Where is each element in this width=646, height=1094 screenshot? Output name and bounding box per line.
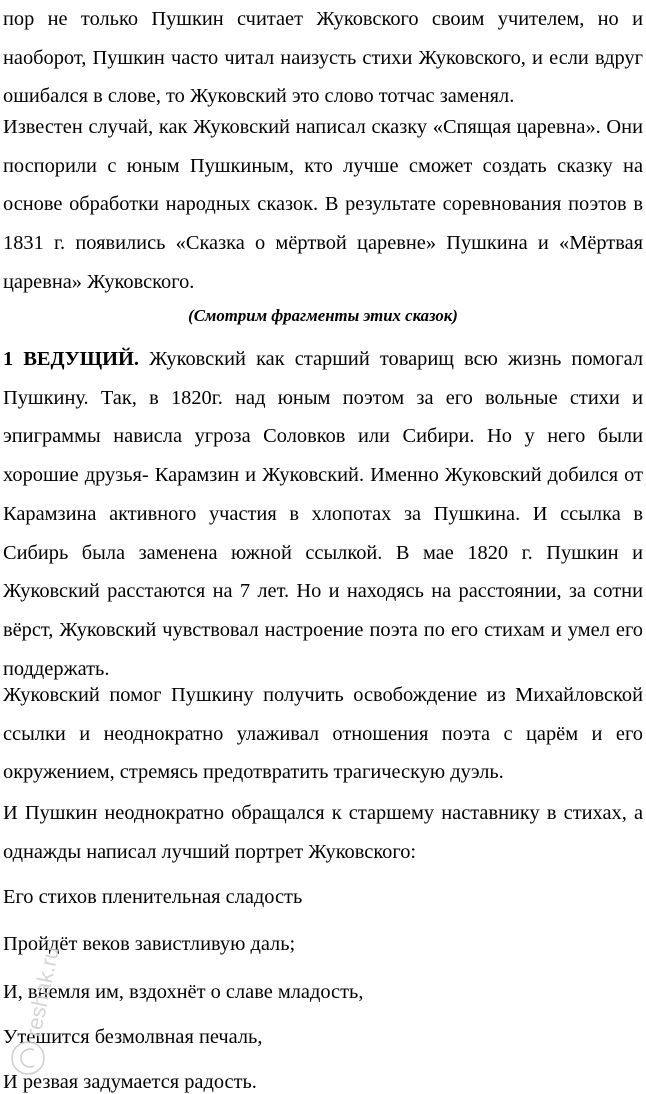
verse-line-3: И, внемля им, вздохнёт о славе младость, bbox=[3, 981, 364, 1003]
verse-line-4: Утешится безмолвная печаль, bbox=[3, 1026, 263, 1048]
watermark-logo bbox=[0, 938, 90, 1088]
paragraph-3 bbox=[3, 340, 643, 688]
verse-line-1: Его стихов пленительная сладость bbox=[3, 886, 303, 908]
paragraph-5: И Пушкин неоднократно обращался к старшему наставнику в стихах, а однажды написал лучший портрет Жуковского: bbox=[3, 802, 643, 863]
speaker-label: 1 ВЕДУЩИЙ. bbox=[3, 348, 139, 370]
verse-line-2: Пройдёт веков завистливую даль; bbox=[3, 933, 296, 955]
verse-line-5: И резвая задумается радость. bbox=[3, 1071, 257, 1093]
paragraph-1: пор не только Пушкин считает Жуковского своим учителем, но и наоборот, Пушкин часто читал наизусть стихи Жуковского, и если вдруг ошибался в слове, то Жуковский это слово тотчас заменял. bbox=[3, 8, 643, 108]
stage-note: (Смотрим фрагменты этих сказок) bbox=[188, 306, 458, 325]
watermark-text: reshak.ru bbox=[20, 944, 64, 1040]
paragraph-2: Известен случай, как Жуковский написал сказку «Спящая царевна». Они поспорили с юным Пушкиным, кто лучше сможет создать сказку на основе обработки народных сказок. В результате соревнования поэтов в 1831 г. появились «Сказка о мёртвой царевне» Пушкина и «Мёртвая царевна» Жуковского. bbox=[3, 116, 643, 293]
paragraph-3-text: Жуковский как старший товарищ всю жизнь помогал Пушкину. Так, в 1820г. над юным поэтом за его вольные стихи и эпиграммы нависла угроза Соловков или Сибири. Но у него были хорошие друзья- Карамзин и Жуковский. Именно Жуковский добился от Карамзина активного участия в хлопотах за Пушкина. И ссылка в Сибирь была заменена южной ссылкой. В мае 1820 г. Пушкин и Жуковский расстаются на 7 лет. Но и находясь на расстоянии, за сотни вёрст, Жуковский чувствовал настроение поэта по его стихам и умел его поддержать. bbox=[3, 348, 643, 680]
paragraph-4: Жуковский помог Пушкину получить освобождение из Михайловской ссылки и неоднократно улаживал отношения поэта с царём и его окружением, стремясь предотвратить трагическую дуэль. bbox=[3, 684, 643, 784]
